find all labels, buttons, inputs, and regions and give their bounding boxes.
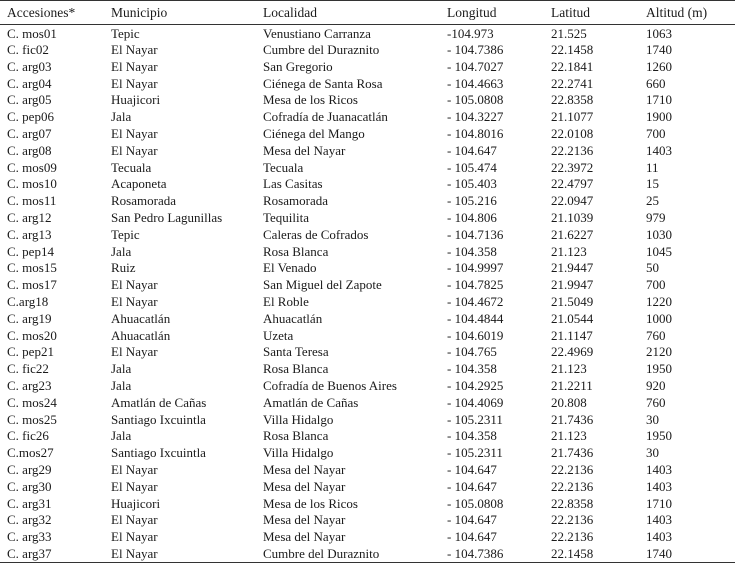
- cell-latitude: 22.3972: [551, 159, 594, 175]
- table-row: [0, 412, 735, 429]
- cell-longitude: - 105.474: [447, 159, 497, 175]
- table-row: [0, 294, 735, 311]
- cell-accession: C. arg04: [7, 75, 52, 91]
- cell-municipality: El Nayar: [111, 293, 158, 309]
- cell-locality: Villa Hidalgo: [263, 445, 334, 461]
- table-row: [0, 92, 735, 109]
- cell-locality: El Roble: [263, 293, 309, 309]
- cell-latitude: 21.123: [551, 243, 587, 259]
- cell-latitude: 21.2211: [551, 377, 593, 393]
- cell-locality: Venustiano Carranza: [263, 26, 371, 41]
- cell-municipality: El Nayar: [111, 142, 158, 158]
- cell-altitude: 1740: [639, 546, 735, 563]
- cell-locality: Mesa del Nayar: [263, 512, 346, 528]
- cell-altitude: 1403: [646, 478, 672, 494]
- cell-altitude: 700: [646, 125, 666, 141]
- cell-longitude: - 104.9997: [447, 260, 504, 276]
- table-row: [0, 126, 735, 143]
- cell-longitude: - 104.647: [447, 529, 497, 545]
- cell-latitude: 21.123: [551, 361, 587, 377]
- cell-municipality: Jala: [111, 109, 132, 125]
- cell-altitude: 1220: [646, 293, 672, 309]
- cell-longitude: - 105.0808: [447, 495, 504, 511]
- table-row: [0, 395, 735, 412]
- cell-latitude: 22.0947: [551, 193, 594, 209]
- table-row: [0, 227, 735, 244]
- cell-municipality: El Nayar: [111, 42, 158, 57]
- cell-latitude: 22.8358: [551, 92, 594, 108]
- cell-longitude: -104.973: [447, 26, 494, 41]
- cell-longitude: - 104.2925: [447, 377, 504, 393]
- cell-locality: Rosa Blanca: [263, 428, 329, 444]
- cell-accession: C. mos01: [7, 26, 57, 41]
- cell-latitude: 21.1077: [551, 109, 594, 125]
- table-header: [0, 1, 735, 25]
- cell-locality: Uzeta: [263, 327, 294, 343]
- cell-locality: Las Casitas: [263, 176, 323, 192]
- table-row: [0, 193, 735, 210]
- cell-municipality: Jala: [111, 428, 132, 444]
- cell-altitude: 760: [646, 327, 666, 343]
- cell-longitude: - 104.4069: [447, 394, 504, 410]
- cell-accession: C.arg18: [7, 293, 49, 309]
- cell-altitude: 1403: [646, 142, 672, 158]
- table-row: [0, 529, 735, 546]
- cell-longitude: - 104.358: [447, 428, 497, 444]
- table-row: [0, 462, 735, 479]
- cell-accession: C. fic22: [7, 361, 49, 377]
- cell-accession: C.mos27: [7, 445, 54, 461]
- header-row: [0, 1, 735, 25]
- cell-latitude: 22.2741: [551, 75, 594, 91]
- cell-longitude: - 104.3227: [447, 109, 504, 125]
- cell-accession: C. arg19: [7, 310, 52, 326]
- cell-accession: C. fic02: [7, 42, 49, 57]
- cell-altitude: 25: [646, 193, 659, 209]
- cell-municipality: El Nayar: [111, 512, 158, 528]
- table-row: [0, 361, 735, 378]
- cell-altitude: 50: [646, 260, 659, 276]
- cell-locality: Mesa del Nayar: [263, 529, 346, 545]
- cell-latitude: 21.1147: [551, 327, 593, 343]
- cell-locality: Tecuala: [263, 159, 304, 175]
- cell-locality: Cofradía de Buenos Aires: [263, 377, 397, 393]
- cell-latitude: 21.6227: [551, 226, 594, 242]
- cell-locality: Cumbre del Duraznito: [256, 546, 440, 563]
- column-header-longitude: Longitud: [440, 1, 544, 25]
- column-header-accessions: Accesiones*: [0, 1, 104, 25]
- cell-accession: C. mos17: [7, 277, 57, 293]
- table-row: [0, 143, 735, 160]
- cell-longitude: - 104.7386: [447, 42, 504, 57]
- cell-accession: C. arg13: [7, 226, 52, 242]
- cell-municipality: Rosamorada: [111, 193, 176, 209]
- cell-locality: Mesa de los Ricos: [263, 495, 358, 511]
- cell-locality: Cumbre del Duraznito: [263, 42, 380, 57]
- cell-latitude: 22.0108: [551, 125, 594, 141]
- cell-accession: C. mos20: [7, 327, 57, 343]
- cell-accession: C. arg08: [7, 142, 52, 158]
- cell-accession: C. mos15: [7, 260, 57, 276]
- cell-municipality: El Nayar: [111, 58, 158, 74]
- cell-municipality: Tepic: [111, 226, 140, 242]
- cell-altitude: 1260: [646, 58, 672, 74]
- cell-locality: Ahuacatlán: [263, 310, 323, 326]
- cell-latitude: 21.123: [551, 428, 587, 444]
- cell-altitude: 1403: [646, 461, 672, 477]
- table-body: [0, 25, 735, 563]
- cell-longitude: - 104.647: [447, 142, 497, 158]
- cell-accession: C. fic26: [7, 428, 49, 444]
- cell-locality: Mesa del Nayar: [263, 142, 346, 158]
- cell-longitude: - 104.647: [447, 461, 497, 477]
- cell-longitude: - 104.7136: [447, 226, 504, 242]
- cell-municipality: Santiago Ixcuintla: [111, 445, 206, 461]
- cell-accession: C. arg23: [7, 377, 52, 393]
- cell-latitude: 22.2136: [551, 529, 594, 545]
- cell-altitude: 1950: [646, 428, 672, 444]
- table-row: [0, 428, 735, 445]
- cell-latitude: 22.2136: [551, 512, 594, 528]
- cell-latitude: 21.525: [551, 26, 587, 41]
- cell-municipality: El Nayar: [111, 75, 158, 91]
- cell-longitude: - 104.647: [447, 512, 497, 528]
- cell-accession: C. mos09: [7, 159, 57, 175]
- cell-altitude: 1403: [646, 512, 672, 528]
- cell-accession: C. arg31: [7, 495, 52, 511]
- cell-longitude: - 104.7027: [447, 58, 504, 74]
- cell-municipality: Ahuacatlán: [111, 327, 171, 343]
- cell-latitude: 22.1841: [551, 58, 594, 74]
- cell-longitude: - 105.2311: [447, 411, 503, 427]
- cell-latitude: 21.7436: [551, 445, 594, 461]
- cell-accession: C. arg07: [7, 125, 52, 141]
- cell-longitude: - 104.765: [447, 344, 497, 360]
- cell-locality: Caleras de Cofrados: [263, 226, 369, 242]
- cell-accession: C. arg12: [7, 209, 52, 225]
- column-header-municipality: Municipio: [104, 1, 256, 25]
- cell-municipality: El Nayar: [111, 277, 158, 293]
- table-row: [0, 479, 735, 496]
- cell-locality: Rosamorada: [263, 193, 328, 209]
- cell-locality: Ciénega del Mango: [263, 125, 365, 141]
- cell-latitude: 21.9947: [551, 277, 594, 293]
- cell-municipality: Jala: [111, 361, 132, 377]
- cell-municipality: Ruiz: [111, 260, 136, 276]
- cell-accession: C. arg37: [0, 546, 104, 563]
- cell-municipality: El Nayar: [111, 125, 158, 141]
- cell-municipality: Santiago Ixcuintla: [111, 411, 206, 427]
- column-header-altitude: Altitud (m): [639, 1, 735, 25]
- cell-longitude: - 105.2311: [447, 445, 503, 461]
- cell-longitude: - 104.806: [447, 209, 497, 225]
- cell-accession: C. arg29: [7, 461, 52, 477]
- cell-locality: Mesa del Nayar: [263, 461, 346, 477]
- cell-longitude: - 104.7386: [440, 546, 544, 563]
- cell-altitude: 1403: [646, 529, 672, 545]
- cell-altitude: 979: [646, 209, 666, 225]
- cell-locality: Mesa del Nayar: [263, 478, 346, 494]
- cell-altitude: 1000: [646, 310, 672, 326]
- cell-locality: Rosa Blanca: [263, 243, 329, 259]
- cell-altitude: 30: [646, 411, 659, 427]
- table-row: [0, 277, 735, 294]
- cell-latitude: 21.0544: [551, 310, 594, 326]
- cell-municipality: Ahuacatlán: [111, 310, 171, 326]
- cell-latitude: 22.4969: [551, 344, 594, 360]
- cell-accession: C. pep06: [7, 109, 54, 125]
- cell-accession: C. mos11: [7, 193, 57, 209]
- cell-latitude: 22.1458: [544, 546, 639, 563]
- cell-latitude: 22.4797: [551, 176, 594, 192]
- cell-altitude: 2120: [646, 344, 672, 360]
- table-row: [0, 311, 735, 328]
- cell-longitude: - 104.647: [447, 478, 497, 494]
- cell-municipality: Huajicori: [111, 495, 161, 511]
- table-row: [0, 42, 735, 59]
- cell-altitude: 11: [646, 159, 659, 175]
- cell-latitude: 22.2136: [551, 142, 594, 158]
- table-row: [0, 76, 735, 93]
- cell-municipality: El Nayar: [111, 529, 158, 545]
- cell-altitude: 1900: [646, 109, 672, 125]
- cell-longitude: - 105.0808: [447, 92, 504, 108]
- table-row: [0, 59, 735, 76]
- cell-longitude: - 104.4663: [447, 75, 504, 91]
- cell-municipality: Tepic: [111, 26, 140, 41]
- cell-locality: Tequilita: [263, 209, 310, 225]
- cell-longitude: - 104.358: [447, 361, 497, 377]
- cell-locality: San Gregorio: [263, 58, 333, 74]
- cell-locality: San Miguel del Zapote: [263, 277, 382, 293]
- table-row: [0, 496, 735, 513]
- cell-locality: Ciénega de Santa Rosa: [263, 75, 383, 91]
- cell-locality: Cofradía de Juanacatlán: [263, 109, 388, 125]
- cell-accession: C. mos25: [7, 411, 57, 427]
- cell-locality: Rosa Blanca: [263, 361, 329, 377]
- cell-altitude: 15: [646, 176, 659, 192]
- table-row: [0, 546, 735, 563]
- cell-altitude: 1045: [646, 243, 672, 259]
- cell-latitude: 20.808: [551, 394, 587, 410]
- table-row: [0, 210, 735, 227]
- cell-municipality: Jala: [111, 243, 132, 259]
- cell-accession: C. arg32: [7, 512, 52, 528]
- cell-altitude: 1710: [646, 92, 672, 108]
- table-row: [0, 445, 735, 462]
- cell-altitude: 700: [646, 277, 666, 293]
- cell-altitude: 1740: [646, 42, 672, 57]
- cell-altitude: 1030: [646, 226, 672, 242]
- table-row: [0, 328, 735, 345]
- cell-municipality: Jala: [111, 377, 132, 393]
- cell-accession: C. arg33: [7, 529, 52, 545]
- cell-accession: C. arg03: [7, 58, 52, 74]
- cell-longitude: - 105.403: [447, 176, 497, 192]
- cell-locality: Villa Hidalgo: [263, 411, 334, 427]
- cell-latitude: 21.9447: [551, 260, 594, 276]
- cell-altitude: 1950: [646, 361, 672, 377]
- cell-locality: El Venado: [263, 260, 317, 276]
- cell-municipality: Huajicori: [111, 92, 161, 108]
- cell-altitude: 30: [646, 445, 659, 461]
- cell-locality: Santa Teresa: [263, 344, 329, 360]
- cell-accession: C. arg30: [7, 478, 52, 494]
- cell-altitude: 1710: [646, 495, 672, 511]
- cell-municipality: El Nayar: [111, 344, 158, 360]
- cell-longitude: - 104.8016: [447, 125, 504, 141]
- cell-latitude: 22.2136: [551, 478, 594, 494]
- cell-municipality: El Nayar: [111, 461, 158, 477]
- table-row: [0, 512, 735, 529]
- table-row: [0, 160, 735, 177]
- column-header-latitude: Latitud: [544, 1, 639, 25]
- cell-municipality: San Pedro Lagunillas: [111, 209, 223, 225]
- cell-municipality: Acaponeta: [111, 176, 167, 192]
- cell-municipality: Amatlán de Cañas: [111, 394, 207, 410]
- cell-accession: C. arg05: [7, 92, 52, 108]
- cell-latitude: 22.8358: [551, 495, 594, 511]
- cell-municipality: El Nayar: [104, 546, 256, 563]
- cell-municipality: El Nayar: [111, 478, 158, 494]
- table-row: [0, 176, 735, 193]
- cell-longitude: - 104.6019: [447, 327, 504, 343]
- cell-locality: Mesa de los Ricos: [263, 92, 358, 108]
- cell-accession: C. mos10: [7, 176, 57, 192]
- cell-accession: C. pep21: [7, 344, 54, 360]
- cell-latitude: 21.1039: [551, 209, 594, 225]
- cell-altitude: 660: [646, 75, 666, 91]
- cell-altitude: 760: [646, 394, 666, 410]
- column-header-locality: Localidad: [256, 1, 440, 25]
- table-row: [0, 244, 735, 261]
- cell-accession: C. pep14: [7, 243, 54, 259]
- cell-longitude: - 104.358: [447, 243, 497, 259]
- cell-latitude: 21.5049: [551, 293, 594, 309]
- cell-municipality: Tecuala: [111, 159, 152, 175]
- table-row: [0, 260, 735, 277]
- table-row: [0, 25, 735, 43]
- cell-latitude: 21.7436: [551, 411, 594, 427]
- cell-longitude: - 104.4844: [447, 310, 504, 326]
- cell-longitude: - 104.4672: [447, 293, 504, 309]
- cell-accession: C. mos24: [7, 394, 57, 410]
- cell-longitude: - 104.7825: [447, 277, 504, 293]
- cell-altitude: 1063: [646, 26, 672, 41]
- table-row: [0, 109, 735, 126]
- cell-latitude: 22.2136: [551, 461, 594, 477]
- table-row: [0, 378, 735, 395]
- table-row: [0, 344, 735, 361]
- cell-latitude: 22.1458: [551, 42, 594, 57]
- cell-locality: Amatlán de Cañas: [263, 394, 359, 410]
- cell-longitude: - 105.216: [447, 193, 497, 209]
- cell-altitude: 920: [646, 377, 666, 393]
